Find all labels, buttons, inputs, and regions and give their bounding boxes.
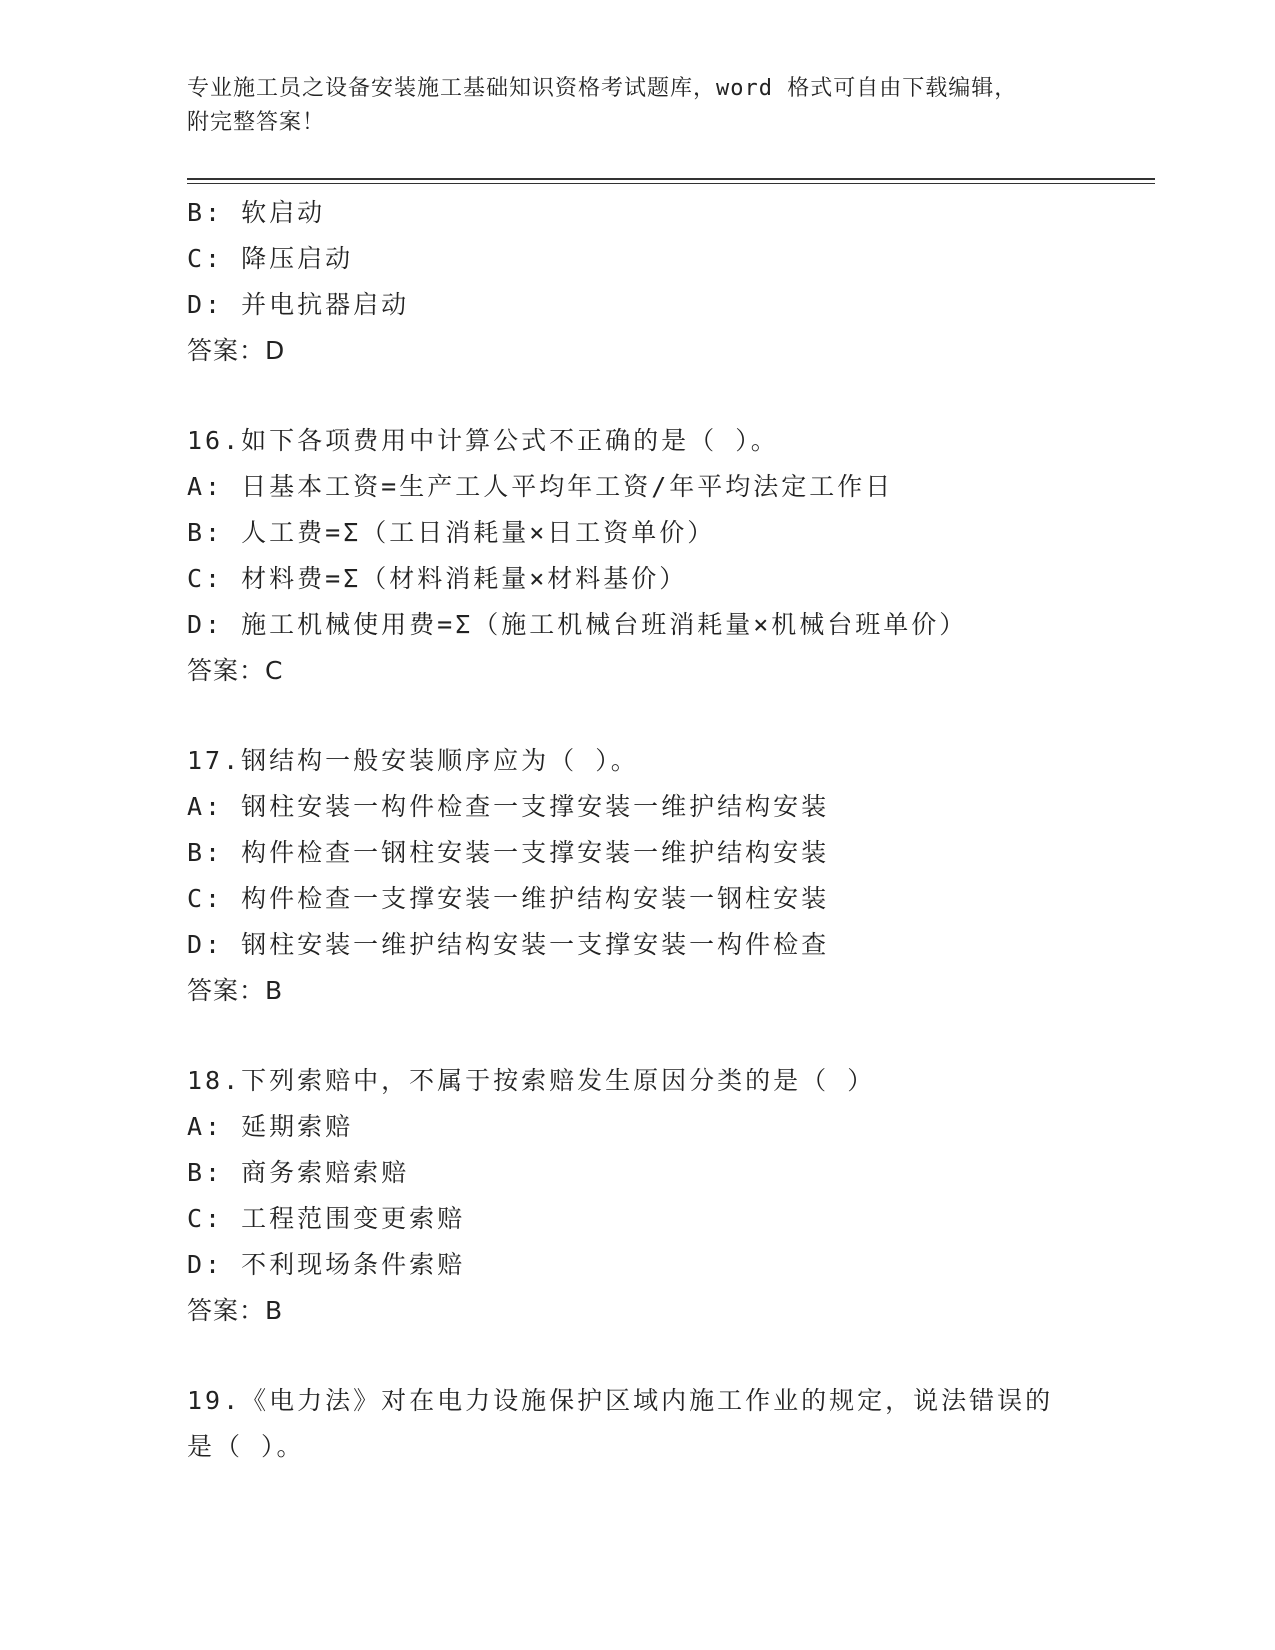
question-18-option-b: B: 商务索赔索赔 [187, 1158, 410, 1187]
question-15-block [187, 190, 1155, 374]
question-16-option-d: D: 施工机械使用费=Σ（施工机械台班消耗量×机械台班单价） [187, 610, 968, 639]
question-15-option-d: D: 并电抗器启动 [187, 290, 410, 319]
question-17-option-d: D: 钢柱安装一维护结构安装一支撑安装一构件检查 [187, 930, 830, 959]
question-17-text: 17.钢结构一般安装顺序应为（ ）。 [187, 746, 639, 775]
question-16-option-c: C: 材料费=Σ（材料消耗量×材料基价） [187, 564, 688, 593]
question-16-block [187, 418, 1155, 694]
question-16-option-a: A: 日基本工资=生产工人平均年工资/年平均法定工作日 [187, 472, 894, 501]
document-header [187, 72, 1067, 140]
header-divider-thin [187, 183, 1155, 184]
question-15-option-c: C: 降压启动 [187, 244, 354, 273]
question-18-option-a: A: 延期索赔 [187, 1112, 354, 1141]
question-16-text: 16.如下各项费用中计算公式不正确的是（ ）。 [187, 426, 779, 455]
question-17-block [187, 738, 1155, 1014]
header-line-2: 附完整答案！ [187, 110, 326, 135]
question-15-option-b: B: 软启动 [187, 198, 326, 227]
question-18-answer: 答案：B [187, 1296, 284, 1325]
question-17-option-c: C: 构件检查一支撑安装一维护结构安装一钢柱安装 [187, 884, 830, 913]
question-18-block [187, 1058, 1155, 1334]
question-18-text: 18.下列索赔中，不属于按索赔发生原因分类的是（ ） [187, 1066, 876, 1095]
question-19-block [187, 1378, 1155, 1470]
question-17-option-b: B: 构件检查一钢柱安装一支撑安装一维护结构安装 [187, 838, 830, 867]
question-18-option-d: D: 不利现场条件索赔 [187, 1250, 466, 1279]
header-line-1: 专业施工员之设备安装施工基础知识资格考试题库，word 格式可自由下载编辑， [187, 76, 1018, 101]
question-17-answer: 答案：B [187, 976, 284, 1005]
question-19-text-line-1: 19.《电力法》对在电力设施保护区域内施工作业的规定，说法错误的 [187, 1386, 1054, 1415]
question-17-option-a: A: 钢柱安装一构件检查一支撑安装一维护结构安装 [187, 792, 830, 821]
question-15-answer: 答案：D [187, 336, 286, 365]
question-19-text-line-2: 是（ ）。 [187, 1432, 305, 1461]
question-18-option-c: C: 工程范围变更索赔 [187, 1204, 466, 1233]
question-list [187, 190, 1155, 1470]
question-16-answer: 答案：C [187, 656, 284, 685]
header-divider-thick [187, 178, 1155, 180]
question-16-option-b: B: 人工费=Σ（工日消耗量×日工资单价） [187, 518, 716, 547]
